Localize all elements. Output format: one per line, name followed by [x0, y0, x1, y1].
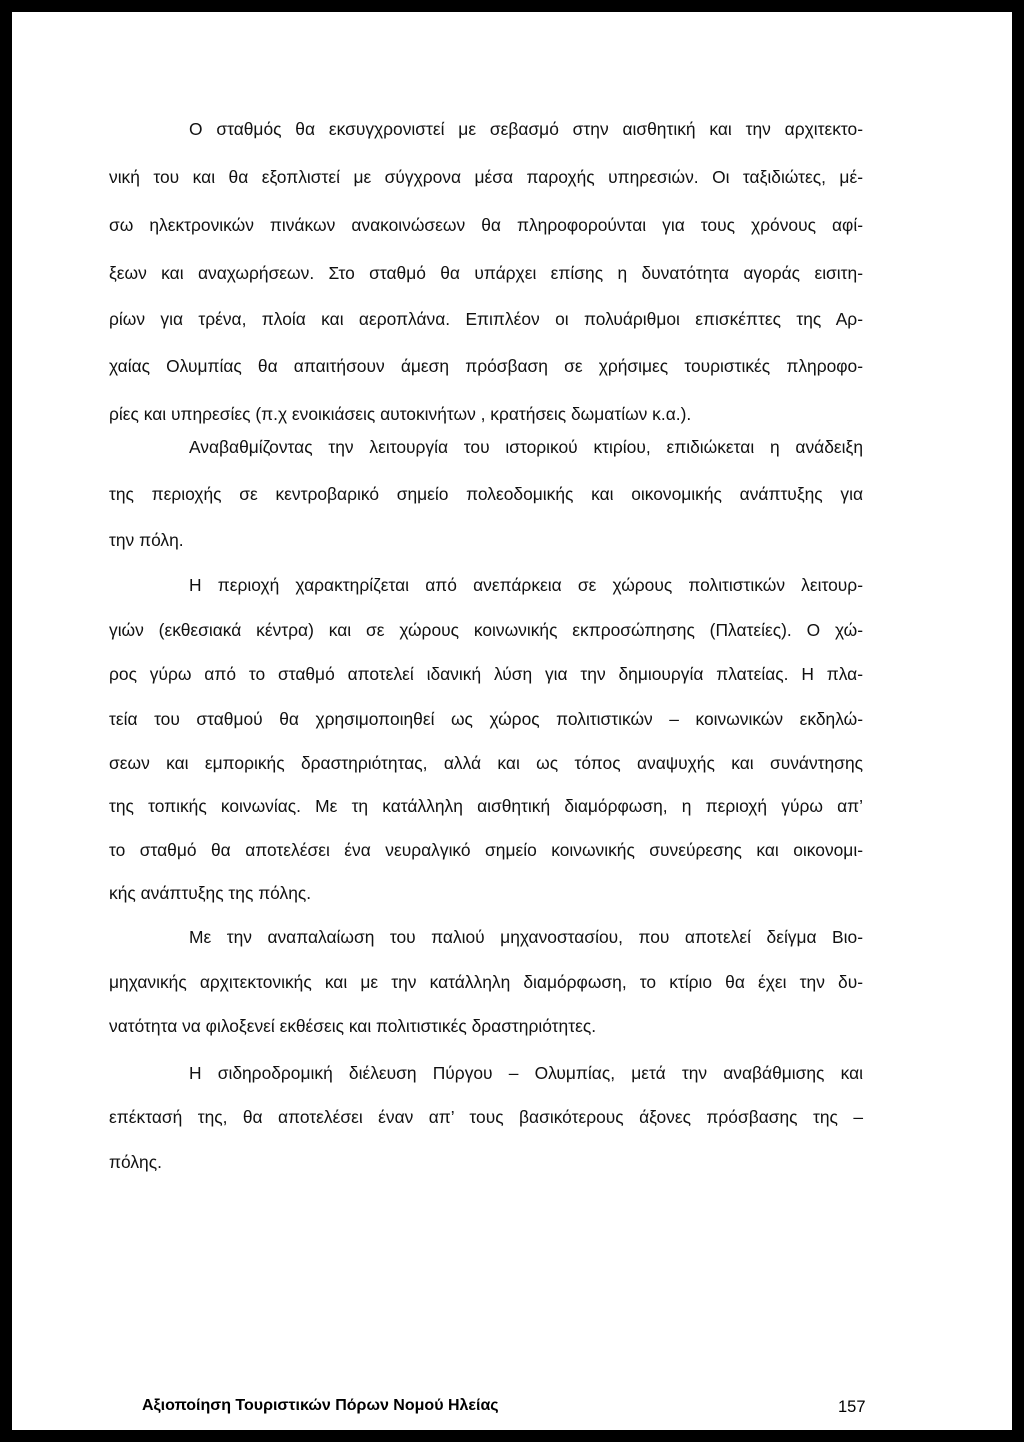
document-page — [12, 12, 1012, 1430]
text-line: νική του και θα εξοπλιστεί με σύγχρονα μέσα παροχής υπηρεσιών. Οι ταξιδιώτες, μέ- — [109, 167, 863, 187]
text-line: κής ανάπτυξης της πόλης. — [109, 883, 312, 903]
text-line: Η σιδηροδρομική διέλευση Πύργου – Ολυμπίας, μετά την αναβάθμισης και — [189, 1063, 863, 1083]
text-line: χαίας Ολυμπίας θα απαιτήσουν άμεση πρόσβαση σε χρήσιμες τουριστικές πληροφο- — [109, 356, 863, 376]
text-line: το σταθμό θα αποτελέσει ένα νευραλγικό σημείο κοινωνικής συνεύρεσης και οικονομι- — [109, 840, 863, 860]
text-line: ρίων για τρένα, πλοία και αεροπλάνα. Επιπλέον οι πολυάριθμοι επισκέπτες της Αρ- — [109, 309, 863, 329]
text-line: Ο σταθμός θα εκσυγχρονιστεί με σεβασμό στην αισθητική και την αρχιτεκτο- — [189, 119, 863, 139]
text-line: πόλης. — [109, 1152, 162, 1172]
text-line: Αναβαθμίζοντας την λειτουργία του ιστορικού κτιρίου, επιδιώκεται η ανάδειξη — [189, 437, 863, 457]
text-line: ρίες και υπηρεσίες (π.χ ενοικιάσεις αυτοκινήτων , κρατήσεις δωματίων κ.α.). — [109, 404, 692, 424]
text-line: σεων και εμπορικής δραστηριότητας, αλλά και ως τόπος αναψυχής και συνάντησης — [109, 753, 863, 773]
text-line: την πόλη. — [109, 530, 184, 550]
text-line: γιών (εκθεσιακά κέντρα) και σε χώρους κοινωνικής εκπροσώπησης (Πλατείες). Ο χώ- — [109, 620, 863, 640]
footer-title: Αξιοποίηση Τουριστικών Πόρων Νομού Ηλείας — [142, 1397, 499, 1414]
text-line: επέκτασή της, θα αποτελέσει έναν απ’ τους βασικότερους άξονες πρόσβασης της – — [109, 1107, 863, 1127]
page-number: 157 — [838, 1398, 866, 1416]
text-line: νατότητα να φιλοξενεί εκθέσεις και πολιτιστικές δραστηριότητες. — [109, 1016, 597, 1036]
text-line: ξεων και αναχωρήσεων. Στο σταθμό θα υπάρχει επίσης η δυνατότητα αγοράς εισιτη- — [109, 263, 863, 283]
text-line: σω ηλεκτρονικών πινάκων ανακοινώσεων θα πληροφορούνται για τους χρόνους αφί- — [109, 215, 863, 235]
text-line: της τοπικής κοινωνίας. Με τη κατάλληλη αισθητική διαμόρφωση, η περιοχή γύρω απ’ — [109, 796, 863, 816]
text-line: μηχανικής αρχιτεκτονικής και με την κατάλληλη διαμόρφωση, το κτίριο θα έχει την δυ- — [109, 972, 863, 992]
text-line: Με την αναπαλαίωση του παλιού μηχανοστασίου, που αποτελεί δείγμα Βιο- — [189, 927, 863, 947]
text-line: της περιοχής σε κεντροβαρικό σημείο πολεοδομικής και οικονομικής ανάπτυξης για — [109, 484, 863, 504]
text-line: τεία του σταθμού θα χρησιμοποιηθεί ως χώρος πολιτιστικών – κοινωνικών εκδηλώ- — [109, 709, 863, 729]
text-line: Η περιοχή χαρακτηρίζεται από ανεπάρκεια σε χώρους πολιτιστικών λειτουρ- — [189, 575, 863, 595]
text-line: ρος γύρω από το σταθμό αποτελεί ιδανική λύση για την δημιουργία πλατείας. Η πλα- — [109, 664, 863, 684]
